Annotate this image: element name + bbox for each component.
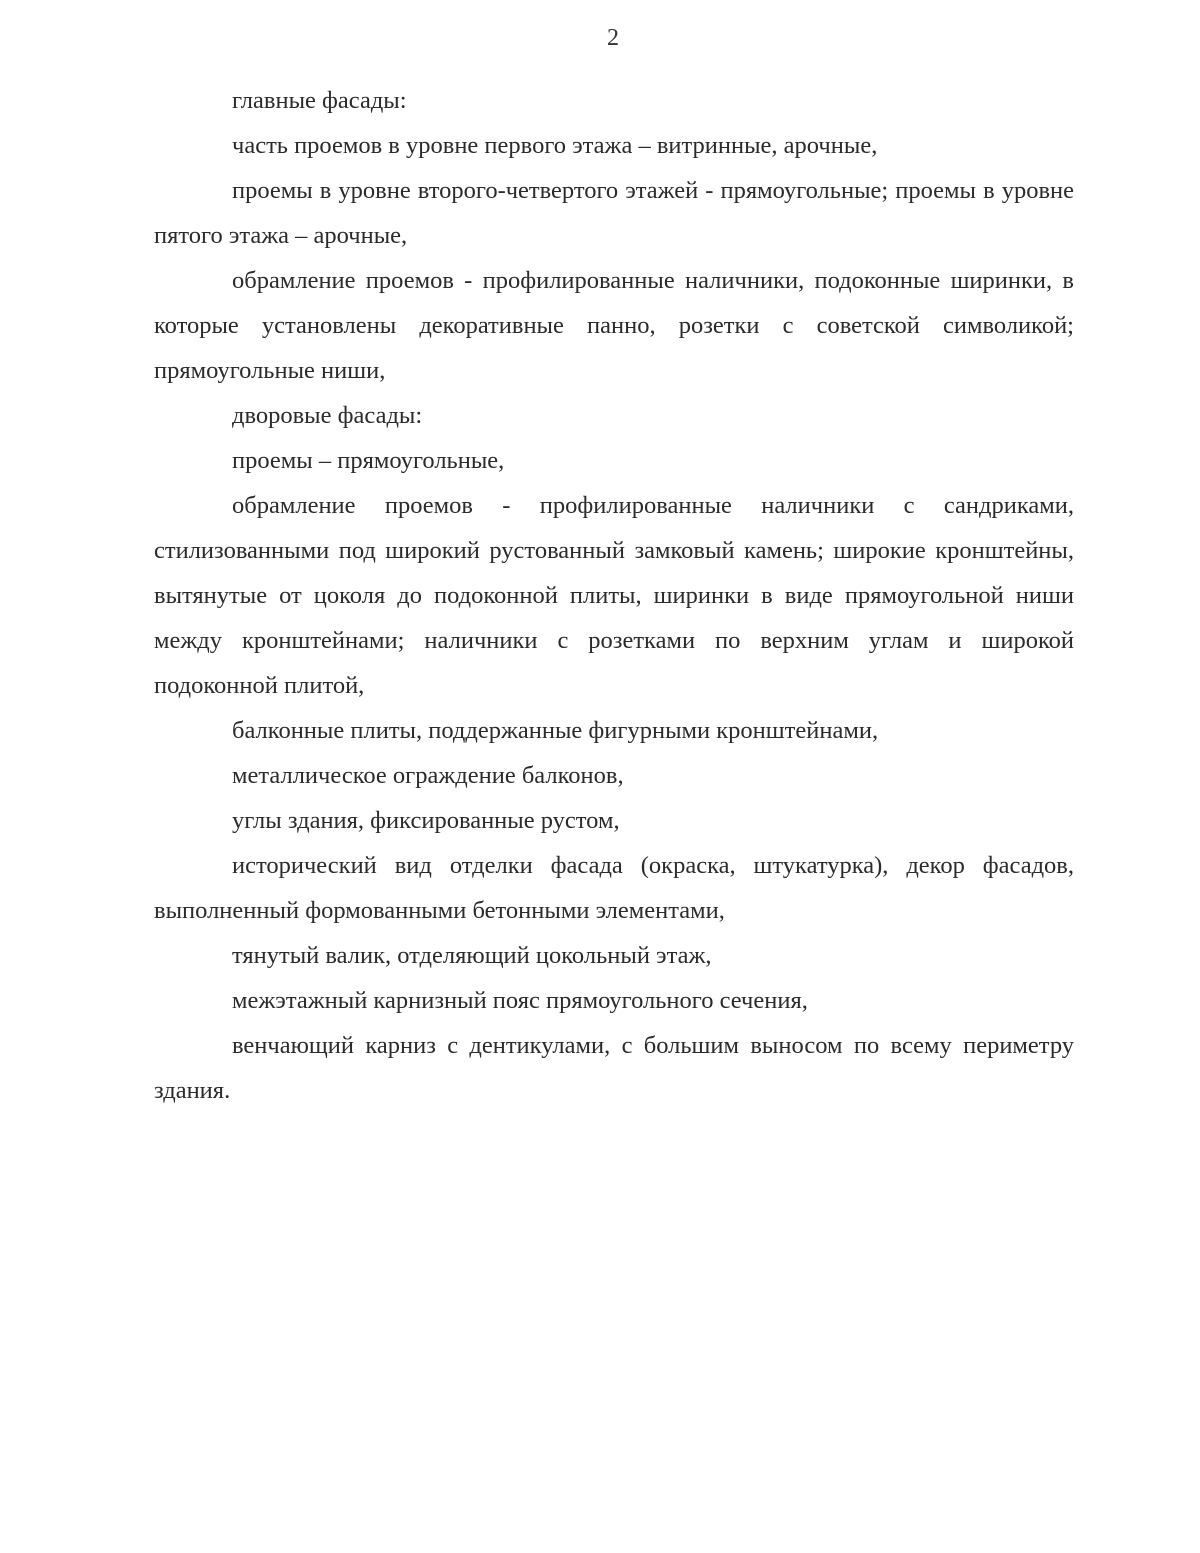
paragraph-opening-framing-courtyard: обрамление проемов - профилированные наличники с сандриками, стилизованными под широкий рустованный замковый камень; широкие кронштейны, вытянутые от цоколя до подоконной плиты, ширинки в виде прямоугольной ниши между кронштейнами; наличники с розетками по верхним углам и широкой подоконной плитой, xyxy=(154,492,1074,699)
page-number: 2 xyxy=(607,25,619,51)
paragraph-facade-finish: исторический вид отделки фасада (окраска, штукатурка), декор фасадов, выполненный формованными бетонными элементами, xyxy=(154,852,1074,924)
paragraph-balcony-railing: металлическое ограждение балконов, xyxy=(232,762,624,789)
paragraph-courtyard-facades-heading: дворовые фасады: xyxy=(232,402,423,429)
document-body xyxy=(154,78,1074,1113)
paragraph-building-corners: углы здания, фиксированные рустом, xyxy=(232,807,620,834)
paragraph-first-floor-openings: часть проемов в уровне первого этажа – витринные, арочные, xyxy=(232,132,878,159)
paragraph-opening-framing-main: обрамление проемов - профилированные наличники, подоконные ширинки, в которые установлены декоративные панно, розетки с советской символикой; прямоугольные ниши, xyxy=(154,267,1074,384)
paragraph-interfloor-cornice: межэтажный карнизный пояс прямоугольного сечения, xyxy=(232,987,808,1014)
paragraph-crowning-cornice: венчающий карниз с дентикулами, с большим выносом по всему периметру здания. xyxy=(154,1032,1074,1104)
paragraph-balcony-slabs: балконные плиты, поддержанные фигурными кронштейнами, xyxy=(232,717,879,744)
paragraph-plinth-molding: тянутый валик, отделяющий цокольный этаж, xyxy=(232,942,712,969)
paragraph-upper-floor-openings: проемы в уровне второго-четвертого этажей - прямоугольные; проемы в уровне пятого этажа – арочные, xyxy=(154,177,1074,249)
paragraph-courtyard-openings: проемы – прямоугольные, xyxy=(232,447,505,474)
paragraph-main-facades-heading: главные фасады: xyxy=(232,87,407,114)
